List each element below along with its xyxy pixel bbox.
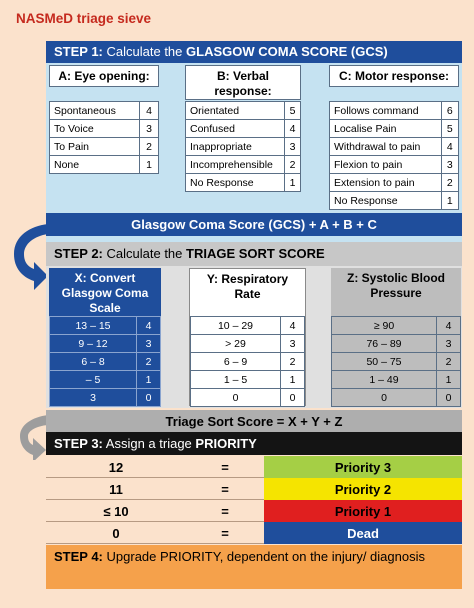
priority-row	[46, 478, 462, 500]
table-row: Spontaneous 4	[50, 102, 159, 120]
table-row: 1 – 49 1	[332, 371, 461, 389]
priority-score: 11	[109, 482, 123, 497]
priority-equals: =	[221, 482, 229, 497]
priority-row	[46, 456, 462, 478]
table-row: No Response 1	[330, 192, 459, 210]
verbal-response-header: B: Verbal response:	[185, 65, 301, 100]
verbal-response-table	[185, 101, 301, 192]
priority-equals: =	[221, 460, 229, 475]
table-row: Extension to pain 2	[330, 174, 459, 192]
table-row: ≥ 90 4	[332, 317, 461, 335]
table-row: Flexion to pain 3	[330, 156, 459, 174]
motor-response-header: C: Motor response:	[329, 65, 459, 87]
arrow-step2-to-step3-icon	[20, 415, 48, 460]
table-row: Incomprehensible 2	[186, 156, 301, 174]
x-column-header: X: Convert Glasgow Coma Scale	[61, 271, 149, 315]
eye-opening-header: A: Eye opening:	[49, 65, 159, 87]
table-row: 1 – 5 1	[191, 371, 305, 389]
priority-1-badge: Priority 1	[264, 500, 462, 522]
step3-header: STEP 3: Assign a triage PRIORITY	[46, 432, 462, 455]
table-row: – 5 1	[50, 371, 161, 389]
table-row: Follows command 6	[330, 102, 459, 120]
motor-response-table	[329, 101, 459, 210]
priority-score: ≤ 10	[103, 504, 129, 519]
arrow-step1-to-step2-icon	[14, 224, 48, 290]
table-row: Localise Pain 5	[330, 120, 459, 138]
dead-badge: Dead	[264, 522, 462, 544]
x-column-table	[49, 316, 161, 407]
step2-header: STEP 2: Calculate the TRIAGE SORT SCORE	[46, 242, 462, 266]
table-row: 13 – 15 4	[50, 317, 161, 335]
z-column-header: Z: Systolic Blood Pressure	[346, 271, 445, 300]
priority-row	[46, 500, 462, 522]
y-column	[189, 268, 306, 406]
table-row: Orientated 5	[186, 102, 301, 120]
table-row: None 1	[50, 156, 159, 174]
table-row: 9 – 12 3	[50, 335, 161, 353]
table-row: 0 0	[332, 389, 461, 407]
table-row: 0 0	[191, 389, 305, 407]
priority-equals: =	[221, 526, 229, 541]
table-row: 6 – 8 2	[50, 353, 161, 371]
table-row: 76 – 89 3	[332, 335, 461, 353]
page-title: NASMeD triage sieve	[16, 11, 152, 26]
table-row: Inappropriate 3	[186, 138, 301, 156]
table-row: Withdrawal to pain 4	[330, 138, 459, 156]
eye-opening-table	[49, 101, 159, 174]
z-column	[331, 268, 461, 406]
gcs-formula: Glasgow Coma Score (GCS) + A + B + C	[46, 213, 462, 236]
y-column-header: Y: Respiratory Rate	[206, 272, 289, 301]
table-row: To Voice 3	[50, 120, 159, 138]
z-column-table	[331, 316, 461, 407]
table-row: To Pain 2	[50, 138, 159, 156]
priority-score: 12	[108, 460, 124, 475]
table-row: 10 – 29 4	[191, 317, 305, 335]
step4-panel: STEP 4: Upgrade PRIORITY, dependent on the injury/ diagnosis	[46, 545, 462, 589]
x-column	[49, 268, 161, 406]
table-row: 3 0	[50, 389, 161, 407]
table-row: 6 – 9 2	[191, 353, 305, 371]
priority-equals: =	[221, 504, 229, 519]
tsc-formula: Triage Sort Score = X + Y + Z	[46, 410, 462, 432]
table-row: Confused 4	[186, 120, 301, 138]
priority-2-badge: Priority 2	[264, 478, 462, 500]
y-column-table	[190, 316, 305, 407]
priority-score: 0	[112, 526, 120, 541]
step4-text: Upgrade PRIORITY, dependent on the injury/ diagnosis	[106, 549, 425, 564]
step1-header: STEP 1: Calculate the GLASGOW COMA SCORE (GCS)	[46, 41, 462, 63]
priority-row	[46, 522, 462, 544]
priority-3-badge: Priority 3	[264, 456, 462, 478]
table-row: 50 – 75 2	[332, 353, 461, 371]
table-row: No Response 1	[186, 174, 301, 192]
table-row: > 29 3	[191, 335, 305, 353]
